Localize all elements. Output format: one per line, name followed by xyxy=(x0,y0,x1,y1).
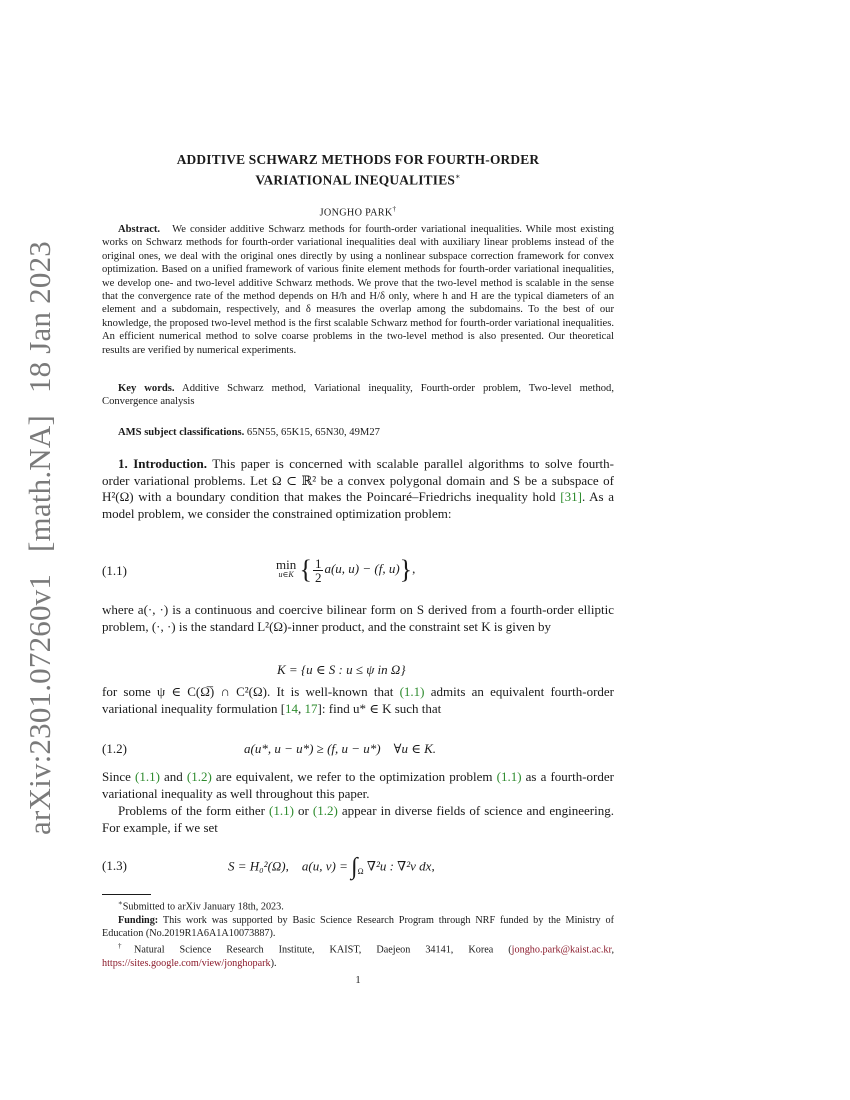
arxiv-id: arXiv:2301.07260v1 xyxy=(22,573,57,835)
equation-ref-link[interactable]: (1.1) xyxy=(269,803,294,818)
paragraph-text: Problems of the form either xyxy=(118,803,270,818)
integral-domain: Ω xyxy=(357,867,364,877)
paper-title xyxy=(102,151,614,188)
footnotes xyxy=(102,897,614,970)
keywords xyxy=(102,382,614,409)
equation-number: (1.2) xyxy=(102,741,127,756)
equation-ref-link[interactable]: (1.2) xyxy=(186,769,212,784)
footnote-affiliation xyxy=(102,940,614,970)
abstract-text: We consider additive Schwarz methods for fourth-order variational inequalities. While most existing works on Schwarz methods for fourth-order variational inequalities deal with auxiliary linear problems instead of the original ones, we deal with the original ones directly by using a nonlinear subspace correction framework for convex optimization. Based on a unified framework of various finite element methods for fourth-order variational inequalities, we develop one- and two-level additive Schwarz methods. We prove that the two-level method is scalable in the sense that the convergence rate of the method depends on H/h and H/δ only, where h and H are the typical diameters of an element and a subdomain, respectively, and δ measures the overlap among the subdomains. To the best of our knowledge, the proposed two-level method is the first scalable Schwarz method for fourth-order variational inequalities. An efficient numerical method to solve coarse problems in the two-level method is also presented. Our theoretical results are verified by numerical experiments. xyxy=(102,224,614,356)
page-number: 1 xyxy=(355,975,361,986)
paragraph-text: where a(·, ·) is a continuous and coercive bilinear form on S derived from a fourth-order elliptic problem, (·, ·) is the standard L²(Ω)-inner product, and the constraint set K is given by xyxy=(102,602,614,634)
footnote-divider xyxy=(102,894,151,895)
affiliation-end: ). xyxy=(270,957,277,969)
funding-label: Funding: xyxy=(118,914,159,926)
title-line-2: VARIATIONAL INEQUALITIES xyxy=(255,172,455,188)
paragraph-text: or xyxy=(293,803,313,818)
min-subscript: u∈K xyxy=(278,570,294,579)
numerator: 1 xyxy=(314,555,322,571)
email-link[interactable]: jongho.park@kaist.ac.kr xyxy=(511,944,612,956)
min-operator xyxy=(276,557,297,580)
right-brace: } xyxy=(399,555,413,584)
separator: , xyxy=(611,944,615,956)
footnote-mark: ∗ xyxy=(118,899,123,907)
intro-paragraph-1 xyxy=(102,456,614,522)
intro-text: . As a model problem, we consider the constrained optimization problem: xyxy=(102,489,614,521)
intro-text: This paper is concerned with scalable parallel algorithms to solve fourth-order variational problems. Let Ω ⊂ ℝ² be a convex polygonal domain and S be a subspace of H²(Ω) with a boundary condition that makes the Poincaré–Friedrichs inequality hold xyxy=(102,456,614,505)
equation-1-2 xyxy=(102,741,614,761)
author-name: JONGHO PARK xyxy=(319,207,393,219)
equation-1-1 xyxy=(102,555,614,585)
paragraph-text: appear in diverse fields of science and engineering. For example, if we set xyxy=(102,803,614,835)
arxiv-stamp xyxy=(22,227,58,835)
intro-paragraph-4 xyxy=(102,769,614,802)
equation-ref-link[interactable]: (1.1) xyxy=(134,769,160,784)
equation-ref-link[interactable]: (1.1) xyxy=(399,684,425,699)
min-label: min xyxy=(276,557,297,572)
author-footnote-mark: † xyxy=(392,205,397,213)
equation-body xyxy=(228,854,435,881)
ams-text: 65N55, 65K15, 65N30, 49M27 xyxy=(246,427,380,438)
footnote-text: Submitted to arXiv January 18th, 2023. xyxy=(122,901,284,913)
author xyxy=(102,205,614,218)
integral-sign: ∫ xyxy=(351,854,358,880)
paragraph-text: are equivalent, we refer to the optimization problem xyxy=(211,769,497,784)
denominator: 2 xyxy=(314,569,322,585)
bracket: [ xyxy=(280,700,286,716)
keywords-text: Additive Schwarz method, Variational inequality, Fourth-order problem, Two-level method, Convergence analysis xyxy=(102,383,614,408)
equation-ref-link[interactable]: (1.2) xyxy=(312,803,338,818)
equation-rhs: ∇²u : ∇²v dx, xyxy=(366,858,435,874)
equation-1-3 xyxy=(102,854,614,880)
equation-punct: , xyxy=(412,560,416,576)
paragraph-text: : find u* ∈ K such that xyxy=(321,700,442,716)
title-footnote-mark: ∗ xyxy=(455,172,461,181)
equation-expression: a(u, u) − (f, u) xyxy=(324,560,400,576)
bracket: ] xyxy=(317,700,322,716)
fraction xyxy=(313,557,324,584)
arxiv-date: 18 Jan 2023 xyxy=(22,241,57,394)
paragraph-text: Since xyxy=(102,769,135,784)
citation-link[interactable]: [31] xyxy=(560,489,582,505)
equation-mid: a(u, v) = xyxy=(301,858,352,874)
title-line-1: ADDITIVE SCHWARZ METHODS FOR FOURTH-ORDER xyxy=(176,152,540,167)
equation-constraint-set xyxy=(102,662,614,682)
equation-body: K = {u ∈ S : u ≤ ψ in Ω} xyxy=(277,662,406,677)
paragraph-text: as a fourth-order variational inequality as well throughout this paper. xyxy=(102,769,614,801)
paragraph-text: admits an equivalent fourth-order variational inequality formulation xyxy=(102,684,614,716)
affiliation-text: Natural Science Research Institute, KAIST, Daejeon 34141, Korea ( xyxy=(133,944,512,956)
footnote-mark: † xyxy=(118,942,134,950)
section-heading: 1. Introduction. xyxy=(118,456,208,471)
abstract-label: Abstract. xyxy=(118,224,161,235)
equation-body: a(u*, u − u*) ≥ (f, u − u*) ∀u ∈ K. xyxy=(244,741,436,756)
intro-paragraph-2 xyxy=(102,602,614,635)
intro-paragraph-3 xyxy=(102,684,614,717)
footnote-funding xyxy=(102,914,614,940)
abstract xyxy=(102,223,614,357)
paragraph-text: and xyxy=(159,769,187,784)
ams-label: AMS subject classifications. xyxy=(118,427,245,438)
homepage-link[interactable]: https://sites.google.com/view/jonghopark xyxy=(102,957,271,969)
equation-lhs: S = H₀²(Ω), xyxy=(228,858,289,874)
citation-link[interactable]: 14 xyxy=(285,700,299,716)
left-brace: { xyxy=(299,555,312,584)
equation-number: (1.1) xyxy=(102,563,127,578)
funding-text: This work was supported by Basic Science Research Program through NRF funded by the Ministry of Education (No.2019R1A6A1A10073887). xyxy=(102,914,614,939)
footnote-submitted xyxy=(102,897,614,914)
equation-ref-link[interactable]: (1.1) xyxy=(496,769,522,784)
equation-number: (1.3) xyxy=(102,858,127,873)
arxiv-category: [math.NA] xyxy=(22,415,57,552)
keywords-label: Key words. xyxy=(118,383,175,394)
equation-body xyxy=(276,555,415,585)
ams-classifications xyxy=(102,426,614,439)
citation-link[interactable]: 17 xyxy=(304,700,318,716)
intro-paragraph-5 xyxy=(102,803,614,836)
separator: , xyxy=(298,700,305,716)
paragraph-text: for some ψ ∈ C(Ω̅) ∩ C²(Ω). It is well-known that xyxy=(102,684,400,699)
